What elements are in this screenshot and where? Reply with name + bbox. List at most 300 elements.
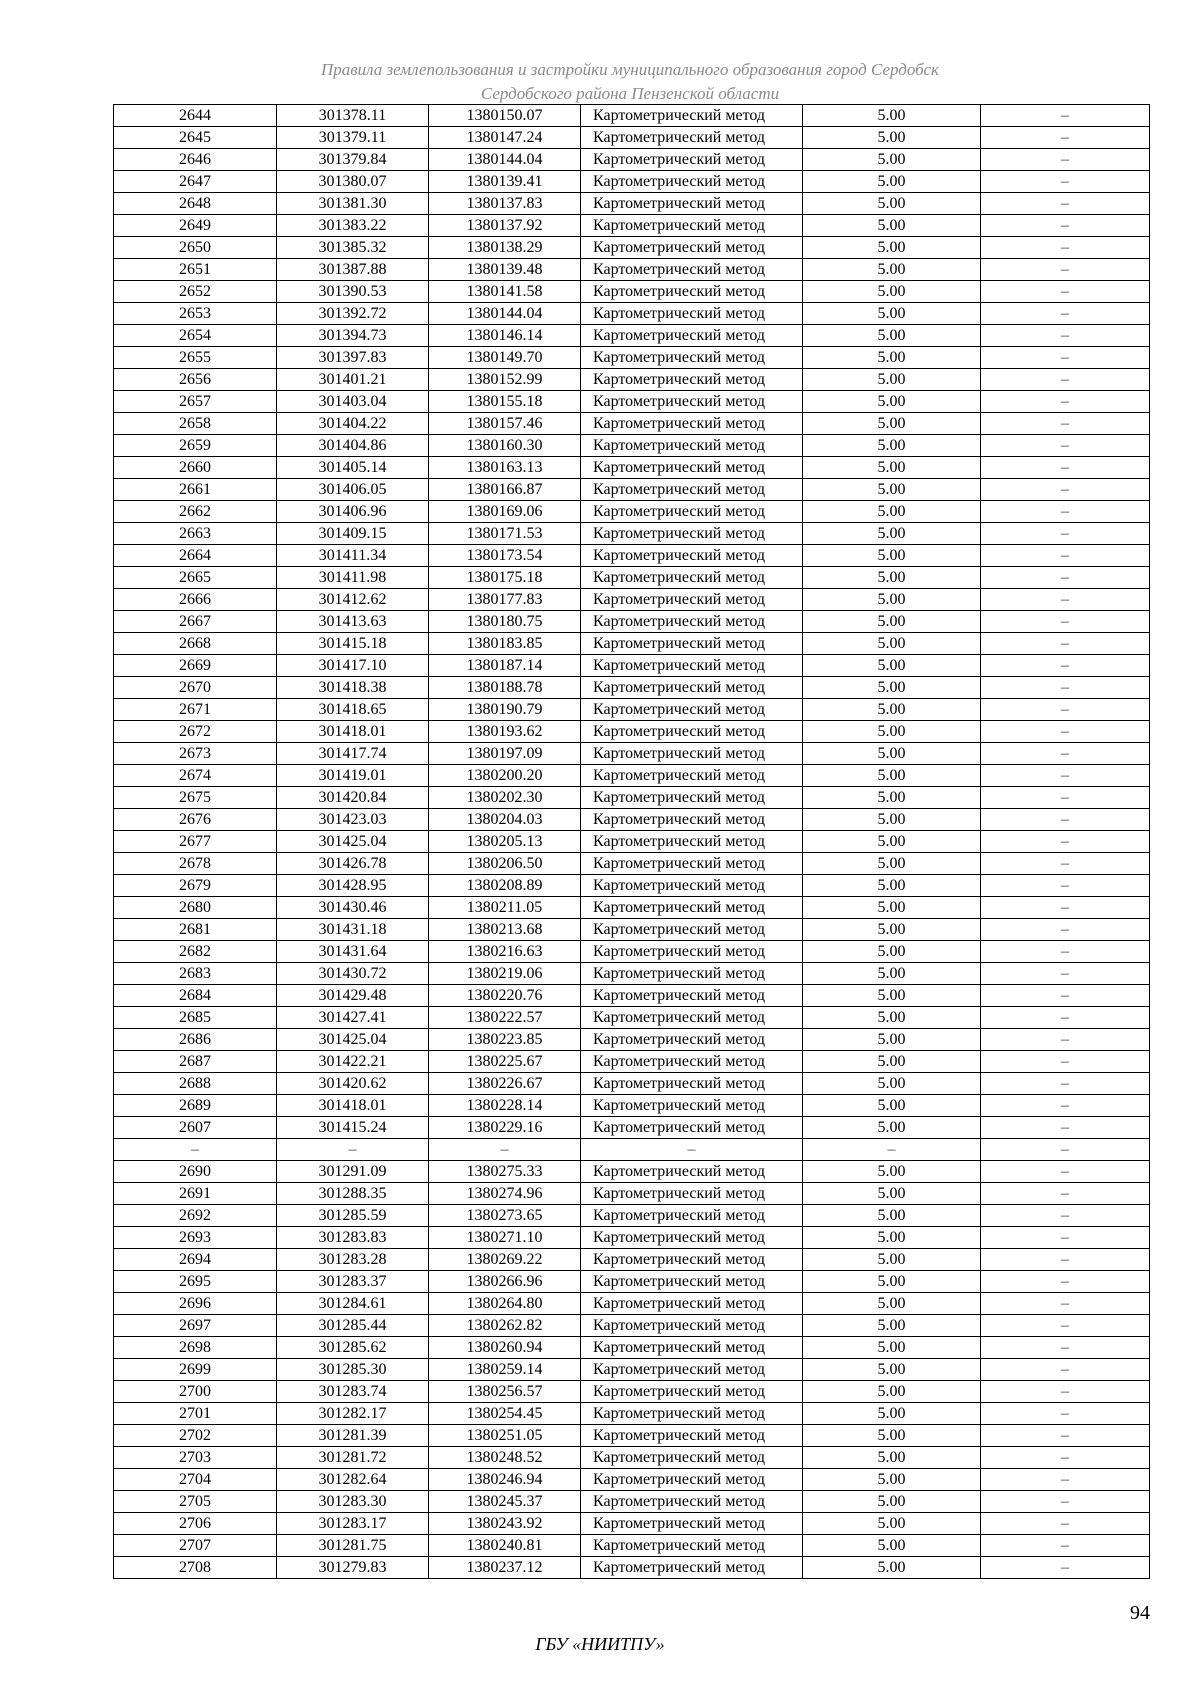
x-coordinate-cell: 301415.18 <box>277 633 429 655</box>
accuracy-cell: 5.00 <box>803 897 981 919</box>
y-coordinate-cell: 1380169.06 <box>429 501 581 523</box>
y-coordinate-cell: 1380188.78 <box>429 677 581 699</box>
table-row <box>114 633 1150 655</box>
x-coordinate-cell: 301418.01 <box>277 721 429 743</box>
table-row <box>114 435 1150 457</box>
y-coordinate-cell: 1380197.09 <box>429 743 581 765</box>
y-coordinate-cell: 1380204.03 <box>429 809 581 831</box>
description-cell: – <box>981 1535 1150 1557</box>
point-number-cell: 2654 <box>114 325 277 347</box>
description-cell: – <box>981 347 1150 369</box>
method-cell: Картометрический метод <box>581 1227 803 1249</box>
method-cell: Картометрический метод <box>581 1337 803 1359</box>
table-row <box>114 677 1150 699</box>
point-number-cell: 2693 <box>114 1227 277 1249</box>
accuracy-cell: 5.00 <box>803 853 981 875</box>
point-number-cell: 2667 <box>114 611 277 633</box>
x-coordinate-cell: 301380.07 <box>277 171 429 193</box>
x-coordinate-cell: 301420.84 <box>277 787 429 809</box>
x-coordinate-cell: 301282.64 <box>277 1469 429 1491</box>
table-row <box>114 743 1150 765</box>
accuracy-cell: 5.00 <box>803 765 981 787</box>
y-coordinate-cell: 1380216.63 <box>429 941 581 963</box>
point-number-cell: 2656 <box>114 369 277 391</box>
accuracy-cell: 5.00 <box>803 1403 981 1425</box>
description-cell: – <box>981 325 1150 347</box>
method-cell: Картометрический метод <box>581 633 803 655</box>
x-coordinate-cell: 301411.34 <box>277 545 429 567</box>
table-row <box>114 567 1150 589</box>
y-coordinate-cell: 1380243.92 <box>429 1513 581 1535</box>
method-cell: Картометрический метод <box>581 303 803 325</box>
description-cell: – <box>981 1249 1150 1271</box>
description-cell: – <box>981 1183 1150 1205</box>
method-cell: Картометрический метод <box>581 1469 803 1491</box>
table-row <box>114 479 1150 501</box>
accuracy-cell: 5.00 <box>803 567 981 589</box>
description-cell: – <box>981 303 1150 325</box>
description-cell: – <box>981 787 1150 809</box>
point-number-cell: 2701 <box>114 1403 277 1425</box>
x-coordinate-cell: 301404.86 <box>277 435 429 457</box>
y-coordinate-cell: 1380173.54 <box>429 545 581 567</box>
method-cell: Картометрический метод <box>581 765 803 787</box>
x-coordinate-cell: 301283.28 <box>277 1249 429 1271</box>
y-coordinate-cell: 1380180.75 <box>429 611 581 633</box>
y-coordinate-cell: 1380150.07 <box>429 105 581 127</box>
point-number-cell: 2665 <box>114 567 277 589</box>
x-coordinate-cell: 301427.41 <box>277 1007 429 1029</box>
description-cell: – <box>981 1469 1150 1491</box>
y-coordinate-cell: 1380260.94 <box>429 1337 581 1359</box>
accuracy-cell: 5.00 <box>803 1535 981 1557</box>
method-cell: Картометрический метод <box>581 963 803 985</box>
y-coordinate-cell: 1380137.83 <box>429 193 581 215</box>
point-number-cell: 2679 <box>114 875 277 897</box>
method-cell: Картометрический метод <box>581 1403 803 1425</box>
point-number-cell: 2666 <box>114 589 277 611</box>
point-number-cell: 2645 <box>114 127 277 149</box>
table-row <box>114 127 1150 149</box>
x-coordinate-cell: 301420.62 <box>277 1073 429 1095</box>
accuracy-cell: 5.00 <box>803 1447 981 1469</box>
method-cell: Картометрический метод <box>581 1381 803 1403</box>
x-coordinate-cell: 301285.44 <box>277 1315 429 1337</box>
table-row <box>114 413 1150 435</box>
table-row <box>114 105 1150 127</box>
table-row <box>114 1007 1150 1029</box>
method-cell: Картометрический метод <box>581 501 803 523</box>
table-row <box>114 897 1150 919</box>
point-number-cell: 2669 <box>114 655 277 677</box>
x-coordinate-cell: 301383.22 <box>277 215 429 237</box>
x-coordinate-cell: 301397.83 <box>277 347 429 369</box>
point-number-cell: 2692 <box>114 1205 277 1227</box>
header-line-1: Правила землепользования и застройки муниципального образования город Сердобск <box>320 60 939 79</box>
accuracy-cell: 5.00 <box>803 963 981 985</box>
description-cell: – <box>981 259 1150 281</box>
y-coordinate-cell: 1380220.76 <box>429 985 581 1007</box>
y-coordinate-cell: 1380144.04 <box>429 149 581 171</box>
x-coordinate-cell: 301404.22 <box>277 413 429 435</box>
y-coordinate-cell: 1380273.65 <box>429 1205 581 1227</box>
method-cell: Картометрический метод <box>581 435 803 457</box>
x-coordinate-cell: 301390.53 <box>277 281 429 303</box>
accuracy-cell: 5.00 <box>803 1249 981 1271</box>
table-row <box>114 501 1150 523</box>
description-cell: – <box>981 919 1150 941</box>
y-coordinate-cell: 1380266.96 <box>429 1271 581 1293</box>
x-coordinate-cell: 301425.04 <box>277 1029 429 1051</box>
point-number-cell: 2663 <box>114 523 277 545</box>
point-number-cell: 2672 <box>114 721 277 743</box>
point-number-cell: 2698 <box>114 1337 277 1359</box>
table-row <box>114 149 1150 171</box>
table-row <box>114 303 1150 325</box>
x-coordinate-cell: 301291.09 <box>277 1161 429 1183</box>
coordinates-table-body <box>114 105 1150 1579</box>
x-coordinate-cell: 301283.83 <box>277 1227 429 1249</box>
y-coordinate-cell: 1380183.85 <box>429 633 581 655</box>
description-cell: – <box>981 765 1150 787</box>
point-number-cell: 2670 <box>114 677 277 699</box>
y-coordinate-cell: 1380139.41 <box>429 171 581 193</box>
point-number-cell: 2651 <box>114 259 277 281</box>
table-row <box>114 853 1150 875</box>
description-cell: – <box>981 391 1150 413</box>
accuracy-cell: 5.00 <box>803 1381 981 1403</box>
accuracy-cell: 5.00 <box>803 1205 981 1227</box>
table-row <box>114 1073 1150 1095</box>
point-number-cell: 2644 <box>114 105 277 127</box>
table-row <box>114 1425 1150 1447</box>
description-cell: – <box>981 809 1150 831</box>
point-number-cell: 2704 <box>114 1469 277 1491</box>
description-cell: – <box>981 1271 1150 1293</box>
y-coordinate-cell: 1380205.13 <box>429 831 581 853</box>
y-coordinate-cell: 1380211.05 <box>429 897 581 919</box>
description-cell: – <box>981 479 1150 501</box>
table-row <box>114 1469 1150 1491</box>
table-row <box>114 589 1150 611</box>
y-coordinate-cell: 1380240.81 <box>429 1535 581 1557</box>
point-number-cell: 2687 <box>114 1051 277 1073</box>
description-cell: – <box>981 1491 1150 1513</box>
description-cell: – <box>981 985 1150 1007</box>
x-coordinate-cell: 301285.62 <box>277 1337 429 1359</box>
y-coordinate-cell: 1380190.79 <box>429 699 581 721</box>
description-cell: – <box>981 1205 1150 1227</box>
y-coordinate-cell: 1380141.58 <box>429 281 581 303</box>
x-coordinate-cell: 301418.01 <box>277 1095 429 1117</box>
y-coordinate-cell: 1380262.82 <box>429 1315 581 1337</box>
table-row <box>114 1227 1150 1249</box>
table-row <box>114 391 1150 413</box>
description-cell: – <box>981 1381 1150 1403</box>
description-cell: – <box>981 875 1150 897</box>
table-row <box>114 1535 1150 1557</box>
description-cell: – <box>981 743 1150 765</box>
x-coordinate-cell: 301281.72 <box>277 1447 429 1469</box>
y-coordinate-cell: 1380137.92 <box>429 215 581 237</box>
point-number-cell: 2649 <box>114 215 277 237</box>
description-cell: – <box>981 853 1150 875</box>
method-cell: Картометрический метод <box>581 1007 803 1029</box>
table-row <box>114 1117 1150 1139</box>
x-coordinate-cell: 301279.83 <box>277 1557 429 1579</box>
accuracy-cell: 5.00 <box>803 105 981 127</box>
x-coordinate-cell: 301401.21 <box>277 369 429 391</box>
accuracy-cell: 5.00 <box>803 875 981 897</box>
y-coordinate-cell: 1380147.24 <box>429 127 581 149</box>
point-number-cell: 2655 <box>114 347 277 369</box>
description-cell: – <box>981 1359 1150 1381</box>
document-footer: ГБУ «НИИТПУ» <box>535 1634 665 1654</box>
x-coordinate-cell: 301430.72 <box>277 963 429 985</box>
accuracy-cell: 5.00 <box>803 347 981 369</box>
table-row <box>114 1139 1150 1161</box>
description-cell: – <box>981 523 1150 545</box>
description-cell: – <box>981 105 1150 127</box>
table-row <box>114 1183 1150 1205</box>
y-coordinate-cell: 1380226.67 <box>429 1073 581 1095</box>
accuracy-cell: 5.00 <box>803 479 981 501</box>
y-coordinate-cell: 1380208.89 <box>429 875 581 897</box>
description-cell: – <box>981 171 1150 193</box>
description-cell: – <box>981 281 1150 303</box>
accuracy-cell: 5.00 <box>803 1491 981 1513</box>
accuracy-cell: 5.00 <box>803 611 981 633</box>
accuracy-cell: 5.00 <box>803 259 981 281</box>
x-coordinate-cell: 301281.75 <box>277 1535 429 1557</box>
y-coordinate-cell: 1380175.18 <box>429 567 581 589</box>
accuracy-cell: 5.00 <box>803 127 981 149</box>
x-coordinate-cell: 301419.01 <box>277 765 429 787</box>
point-number-cell: 2691 <box>114 1183 277 1205</box>
method-cell: Картометрический метод <box>581 1117 803 1139</box>
x-coordinate-cell: 301423.03 <box>277 809 429 831</box>
point-number-cell: 2680 <box>114 897 277 919</box>
description-cell: – <box>981 457 1150 479</box>
y-coordinate-cell: 1380248.52 <box>429 1447 581 1469</box>
x-coordinate-cell: 301429.48 <box>277 985 429 1007</box>
table-row <box>114 941 1150 963</box>
method-cell: Картометрический метод <box>581 1293 803 1315</box>
method-cell: Картометрический метод <box>581 919 803 941</box>
description-cell: – <box>981 1403 1150 1425</box>
accuracy-cell: 5.00 <box>803 237 981 259</box>
point-number-cell: 2707 <box>114 1535 277 1557</box>
description-cell: – <box>981 501 1150 523</box>
point-number-cell: 2660 <box>114 457 277 479</box>
method-cell: Картометрический метод <box>581 523 803 545</box>
y-coordinate-cell: 1380229.16 <box>429 1117 581 1139</box>
x-coordinate-cell: 301284.61 <box>277 1293 429 1315</box>
point-number-cell: 2700 <box>114 1381 277 1403</box>
y-coordinate-cell: 1380245.37 <box>429 1491 581 1513</box>
point-number-cell: – <box>114 1139 277 1161</box>
y-coordinate-cell: 1380152.99 <box>429 369 581 391</box>
method-cell: Картометрический метод <box>581 281 803 303</box>
y-coordinate-cell: 1380264.80 <box>429 1293 581 1315</box>
table-row <box>114 787 1150 809</box>
description-cell: – <box>981 193 1150 215</box>
description-cell: – <box>981 831 1150 853</box>
x-coordinate-cell: – <box>277 1139 429 1161</box>
description-cell: – <box>981 413 1150 435</box>
method-cell: Картометрический метод <box>581 369 803 391</box>
accuracy-cell: 5.00 <box>803 831 981 853</box>
description-cell: – <box>981 1425 1150 1447</box>
point-number-cell: 2689 <box>114 1095 277 1117</box>
table-row <box>114 699 1150 721</box>
y-coordinate-cell: 1380269.22 <box>429 1249 581 1271</box>
point-number-cell: 2706 <box>114 1513 277 1535</box>
method-cell: Картометрический метод <box>581 589 803 611</box>
method-cell: Картометрический метод <box>581 1095 803 1117</box>
table-row <box>114 325 1150 347</box>
accuracy-cell: 5.00 <box>803 809 981 831</box>
method-cell: Картометрический метод <box>581 325 803 347</box>
table-row <box>114 215 1150 237</box>
table-row <box>114 985 1150 1007</box>
method-cell: Картометрический метод <box>581 897 803 919</box>
method-cell: Картометрический метод <box>581 457 803 479</box>
y-coordinate-cell: 1380274.96 <box>429 1183 581 1205</box>
point-number-cell: 2683 <box>114 963 277 985</box>
method-cell: Картометрический метод <box>581 567 803 589</box>
method-cell: Картометрический метод <box>581 655 803 677</box>
point-number-cell: 2696 <box>114 1293 277 1315</box>
accuracy-cell: 5.00 <box>803 941 981 963</box>
method-cell: Картометрический метод <box>581 1183 803 1205</box>
method-cell: Картометрический метод <box>581 391 803 413</box>
y-coordinate-cell: 1380138.29 <box>429 237 581 259</box>
x-coordinate-cell: 301426.78 <box>277 853 429 875</box>
description-cell: – <box>981 1029 1150 1051</box>
point-number-cell: 2674 <box>114 765 277 787</box>
accuracy-cell: 5.00 <box>803 391 981 413</box>
method-cell: Картометрический метод <box>581 215 803 237</box>
x-coordinate-cell: 301285.30 <box>277 1359 429 1381</box>
accuracy-cell: 5.00 <box>803 545 981 567</box>
x-coordinate-cell: 301418.38 <box>277 677 429 699</box>
method-cell: Картометрический метод <box>581 1073 803 1095</box>
accuracy-cell: 5.00 <box>803 1513 981 1535</box>
accuracy-cell: 5.00 <box>803 1469 981 1491</box>
method-cell: Картометрический метод <box>581 479 803 501</box>
point-number-cell: 2678 <box>114 853 277 875</box>
y-coordinate-cell: 1380271.10 <box>429 1227 581 1249</box>
x-coordinate-cell: 301281.39 <box>277 1425 429 1447</box>
table-row <box>114 1161 1150 1183</box>
point-number-cell: 2647 <box>114 171 277 193</box>
method-cell: Картометрический метод <box>581 985 803 1007</box>
method-cell: Картометрический метод <box>581 941 803 963</box>
y-coordinate-cell: 1380251.05 <box>429 1425 581 1447</box>
method-cell: Картометрический метод <box>581 787 803 809</box>
point-number-cell: 2661 <box>114 479 277 501</box>
method-cell: Картометрический метод <box>581 1205 803 1227</box>
method-cell: Картометрический метод <box>581 875 803 897</box>
accuracy-cell: 5.00 <box>803 1051 981 1073</box>
x-coordinate-cell: 301413.63 <box>277 611 429 633</box>
x-coordinate-cell: 301288.35 <box>277 1183 429 1205</box>
point-number-cell: 2673 <box>114 743 277 765</box>
description-cell: – <box>981 127 1150 149</box>
page-number: 94 <box>1130 1602 1150 1624</box>
method-cell: Картометрический метод <box>581 1249 803 1271</box>
y-coordinate-cell: 1380171.53 <box>429 523 581 545</box>
x-coordinate-cell: 301285.59 <box>277 1205 429 1227</box>
description-cell: – <box>981 633 1150 655</box>
description-cell: – <box>981 1315 1150 1337</box>
accuracy-cell: 5.00 <box>803 1425 981 1447</box>
accuracy-cell: 5.00 <box>803 985 981 1007</box>
accuracy-cell: 5.00 <box>803 149 981 171</box>
description-cell: – <box>981 1161 1150 1183</box>
method-cell: Картометрический метод <box>581 853 803 875</box>
table-row <box>114 237 1150 259</box>
point-number-cell: 2685 <box>114 1007 277 1029</box>
coordinates-table <box>113 104 1150 1579</box>
accuracy-cell: 5.00 <box>803 193 981 215</box>
description-cell: – <box>981 1073 1150 1095</box>
accuracy-cell: 5.00 <box>803 787 981 809</box>
method-cell: Картометрический метод <box>581 347 803 369</box>
accuracy-cell: 5.00 <box>803 1227 981 1249</box>
y-coordinate-cell: 1380275.33 <box>429 1161 581 1183</box>
method-cell: Картометрический метод <box>581 1425 803 1447</box>
y-coordinate-cell: 1380144.04 <box>429 303 581 325</box>
description-cell: – <box>981 369 1150 391</box>
point-number-cell: 2690 <box>114 1161 277 1183</box>
x-coordinate-cell: 301418.65 <box>277 699 429 721</box>
description-cell: – <box>981 567 1150 589</box>
table-row <box>114 1337 1150 1359</box>
x-coordinate-cell: 301283.30 <box>277 1491 429 1513</box>
method-cell: Картометрический метод <box>581 1513 803 1535</box>
table-row <box>114 1381 1150 1403</box>
accuracy-cell: 5.00 <box>803 303 981 325</box>
x-coordinate-cell: 301385.32 <box>277 237 429 259</box>
y-coordinate-cell: 1380146.14 <box>429 325 581 347</box>
description-cell: – <box>981 149 1150 171</box>
x-coordinate-cell: 301417.74 <box>277 743 429 765</box>
method-cell: Картометрический метод <box>581 699 803 721</box>
x-coordinate-cell: 301428.95 <box>277 875 429 897</box>
table-row <box>114 1095 1150 1117</box>
table-row <box>114 1491 1150 1513</box>
method-cell: Картометрический метод <box>581 1491 803 1513</box>
y-coordinate-cell: 1380259.14 <box>429 1359 581 1381</box>
method-cell: Картометрический метод <box>581 127 803 149</box>
point-number-cell: 2657 <box>114 391 277 413</box>
y-coordinate-cell: 1380160.30 <box>429 435 581 457</box>
description-cell: – <box>981 941 1150 963</box>
y-coordinate-cell: 1380187.14 <box>429 655 581 677</box>
accuracy-cell: 5.00 <box>803 1293 981 1315</box>
method-cell: Картометрический метод <box>581 413 803 435</box>
y-coordinate-cell: 1380139.48 <box>429 259 581 281</box>
point-number-cell: 2702 <box>114 1425 277 1447</box>
method-cell: Картометрический метод <box>581 677 803 699</box>
method-cell: Картометрический метод <box>581 1447 803 1469</box>
y-coordinate-cell: – <box>429 1139 581 1161</box>
y-coordinate-cell: 1380213.68 <box>429 919 581 941</box>
accuracy-cell: 5.00 <box>803 1073 981 1095</box>
accuracy-cell: 5.00 <box>803 281 981 303</box>
